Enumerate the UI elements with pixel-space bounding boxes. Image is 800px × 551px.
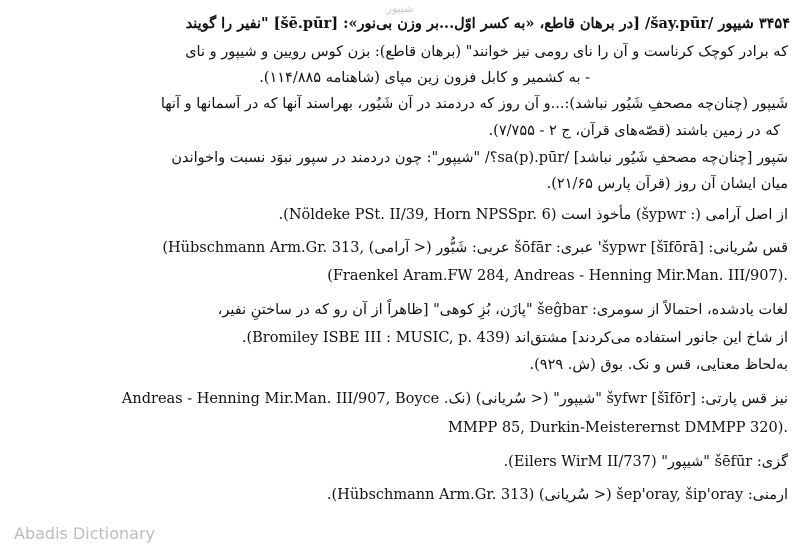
entry-line-15: MMPP 85, Durkin-Meisterernst DMMPP 320). <box>448 420 788 436</box>
entry-line-11: لغات یادشده، احتمالاً از سومری: šeĝbar "پازَن، بُزِ کوهی" [ظاهراً از آن رو که در ساختنِ نفیر، <box>217 302 788 318</box>
entry-line-12: از شاخ این جانور استفاده می‌کردند] مشتق‌اند (Bromiley ISBE III : MUSIC, p. 439). <box>241 330 788 346</box>
entry-line-13: به‌لحاظ معنایی، قس و نک. بوق (ش. ۹۲۹). <box>529 357 788 373</box>
entry-line-4: شَیپور (چنان‌چه مصحفِ شَیُور نباشد):...و آن روز که دردمند در آن شَیُور، بهراسند آنها که در آسمانها و آنها <box>160 96 788 112</box>
entry-line-10: (Fraenkel Aram.FW 284, Andreas - Henning Mir.Man. III/907). <box>327 268 788 284</box>
entry-line-5: که در زمین باشند (قصّه‌های قرآن، ج ۲ - ۷/۷۵۵). <box>488 123 780 139</box>
entry-line-17: ارمنی: šep'oray, šip'oray (< سُریانی) (Hübschmann Arm.Gr. 313). <box>326 487 788 503</box>
entry-line-6: سَپور [چنان‌چه مصحفِ شَیُور نباشد] /sa(p).pūr؟/ "شیپور": چون دردمند در سپور نبوَد نسبت واخواندن <box>171 150 788 166</box>
entry-line-9: قس سُریانی: [šīfōrā] šypwr' عبری: šōfār عربی: شَبُّور (< آرامی) ,Hübschmann Arm.Gr. 313) <box>162 240 788 256</box>
entry-line-14: نیز قس پارتی: [šīfōr] šyfwr "شیپور" (< سُریانی) (نک. Andreas - Henning Mir.Man. III/907, Boyce <box>121 391 788 407</box>
entry-line-7: میان ایشان آن روز (قرآن پارس ۲۱/۶۵). <box>546 176 788 192</box>
entry-headline: ۳۴۵۴ شیپور /šay.pūr/ [در برهان قاطع، «به کسر اوّل...بر وزن بی‌نور»: [šē.pūr] "نفیر را گویند <box>185 15 790 32</box>
entry-line-3: - به کشمیر و کابل فزون زین مپای (شاهنامه ۱۱۴/۸۸۵). <box>259 70 590 86</box>
watermark-bottom: Abadis Dictionary <box>14 524 155 543</box>
entry-line-16: گزی: šēfūr "شیپور" (Eilers WirM II/737). <box>503 454 788 470</box>
watermark-top: شیپور <box>386 2 414 15</box>
entry-line-2: که برادر کوچک کرناست و آن را نای رومی نیز خوانند" (برهان قاطع): بزن کوس رویین و شیپور و نای <box>185 44 788 60</box>
entry-line-8: از اصل آرامی (: šypwr) مأخوذ است (Nöldeke PSt. II/39, Horn NPSSpr. 6). <box>278 207 788 223</box>
